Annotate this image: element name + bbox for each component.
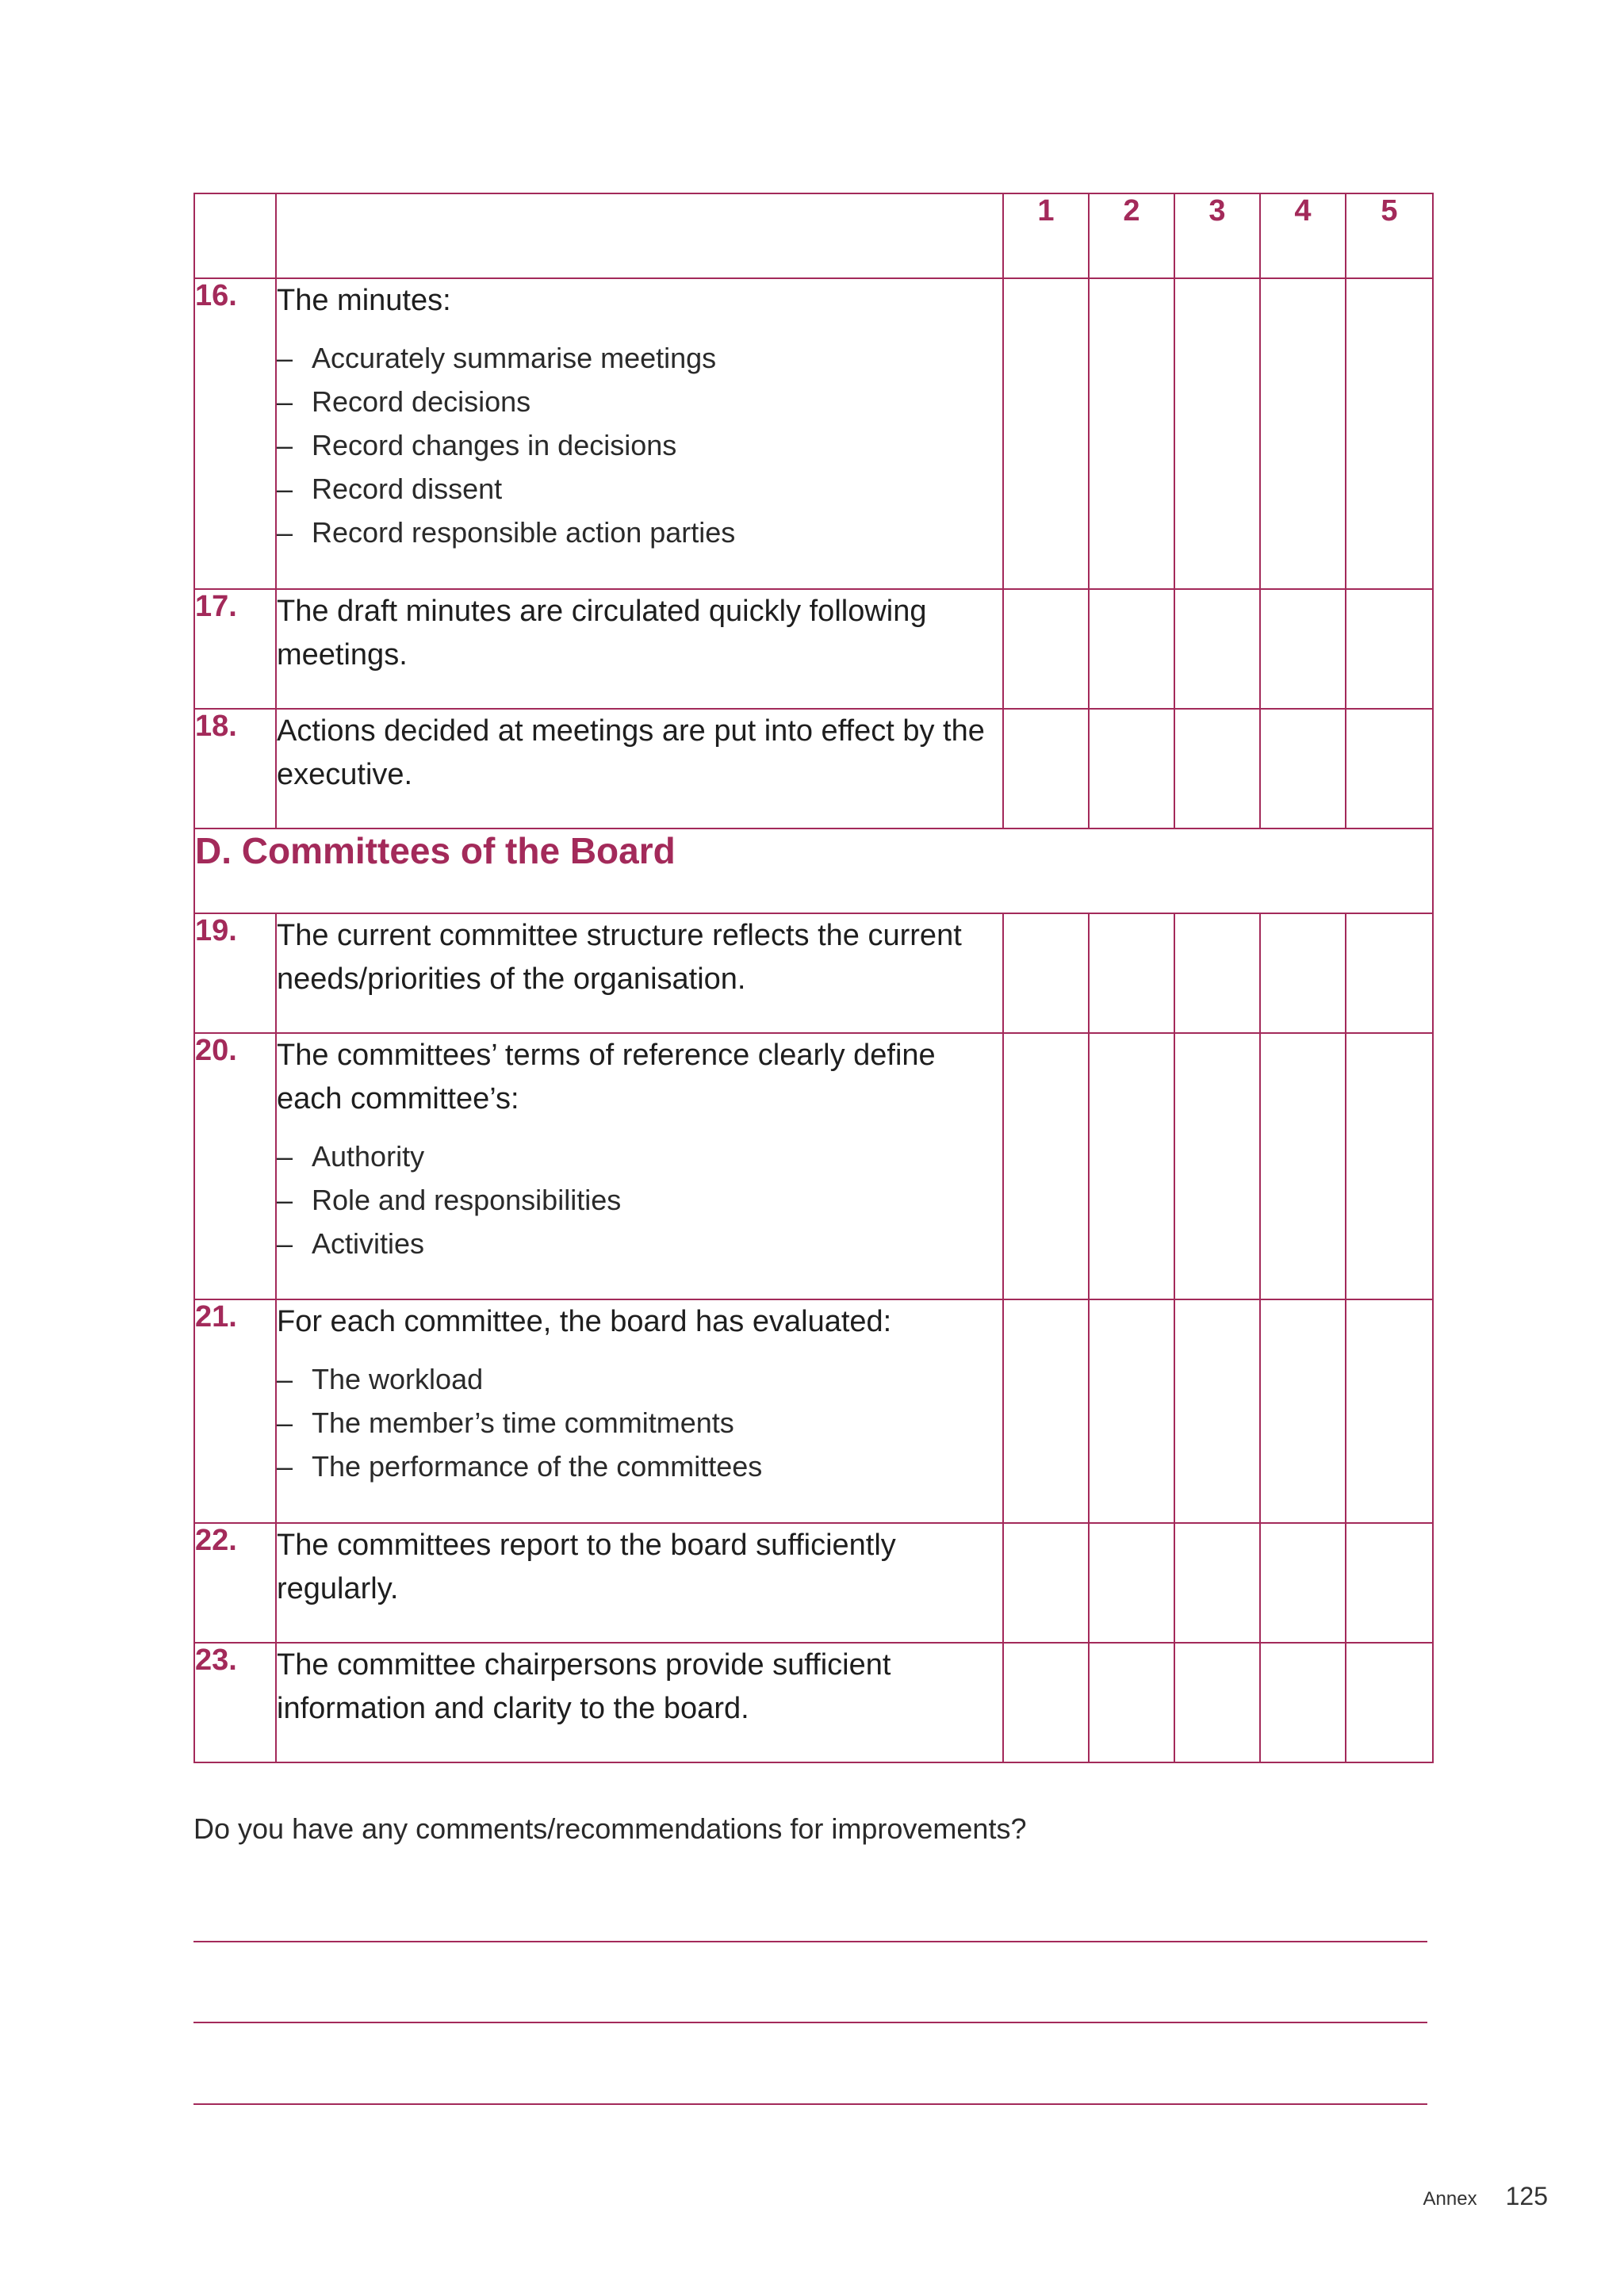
score-cell-3[interactable] [1174,1523,1260,1643]
score-header-2: 2 [1089,193,1174,278]
comment-answer-line-1[interactable] [193,1941,1427,1942]
statement-cell [276,1299,1003,1523]
list-item: – Role and responsibilities [277,1178,1002,1222]
statement-cell [276,278,1003,589]
table-row [194,1299,1433,1523]
score-cell-5[interactable] [1346,278,1433,589]
list-item: – Activities [277,1222,1002,1265]
statement-text: Actions decided at meetings are put into effect by the executive. [277,714,985,791]
score-header-1: 1 [1003,193,1089,278]
table-row [194,1033,1433,1299]
table-row [194,589,1433,709]
score-cell-1[interactable] [1003,913,1089,1033]
table-row [194,1643,1433,1762]
row-number: 16. [194,278,276,589]
statement-cell [276,1643,1003,1762]
bullet-list [277,336,1002,554]
score-cell-4[interactable] [1260,278,1346,589]
score-cell-5[interactable] [1346,1299,1433,1523]
statement-text: The current committee structure reflects the current needs/priorities of the organisation. [277,919,962,996]
score-cell-4[interactable] [1260,709,1346,828]
score-cell-4[interactable] [1260,1299,1346,1523]
score-header-5: 5 [1346,193,1433,278]
row-number: 17. [194,589,276,709]
score-cell-4[interactable] [1260,589,1346,709]
row-number: 19. [194,913,276,1033]
section-row [194,828,1433,913]
list-item: – Record changes in decisions [277,423,1002,467]
comment-answer-line-3[interactable] [193,2103,1427,2105]
score-cell-3[interactable] [1174,709,1260,828]
table-row [194,913,1433,1033]
statement-cell [276,589,1003,709]
score-cell-3[interactable] [1174,278,1260,589]
statement-cell [276,913,1003,1033]
statement-text: The committee chairpersons provide sufficient information and clarity to the board. [277,1648,891,1725]
row-number: 23. [194,1643,276,1762]
score-cell-1[interactable] [1003,1033,1089,1299]
score-cell-2[interactable] [1089,1299,1174,1523]
score-cell-2[interactable] [1089,1523,1174,1643]
list-item: – Record responsible action parties [277,511,1002,554]
score-cell-5[interactable] [1346,913,1433,1033]
statement-text: The minutes: [277,284,451,317]
score-cell-5[interactable] [1346,709,1433,828]
score-cell-3[interactable] [1174,589,1260,709]
score-cell-1[interactable] [1003,1299,1089,1523]
comments-question: Do you have any comments/recommendations for improvements? [193,1812,1027,1845]
row-number: 21. [194,1299,276,1523]
table-row [194,1523,1433,1643]
list-item: – Record dissent [277,467,1002,511]
statement-text: The draft minutes are circulated quickly following meetings. [277,595,927,672]
list-item: – Record decisions [277,380,1002,423]
score-cell-2[interactable] [1089,1643,1174,1762]
header-blank-num [194,193,276,278]
statement-cell [276,1523,1003,1643]
score-cell-1[interactable] [1003,589,1089,709]
score-cell-3[interactable] [1174,913,1260,1033]
page-number: 125 [1505,2182,1548,2210]
score-cell-3[interactable] [1174,1033,1260,1299]
score-cell-5[interactable] [1346,1033,1433,1299]
score-cell-4[interactable] [1260,913,1346,1033]
score-header-3: 3 [1174,193,1260,278]
table-row [194,709,1433,828]
score-cell-4[interactable] [1260,1523,1346,1643]
bullet-list [277,1135,1002,1265]
bullet-list [277,1357,1002,1488]
list-item: – The member’s time commitments [277,1401,1002,1445]
statement-text: The committees’ terms of reference clearly define each committee’s: [277,1039,936,1115]
score-cell-5[interactable] [1346,589,1433,709]
score-cell-4[interactable] [1260,1643,1346,1762]
score-cell-2[interactable] [1089,589,1174,709]
statement-text: For each committee, the board has evaluated: [277,1305,892,1338]
header-blank-statement [276,193,1003,278]
score-header-4: 4 [1260,193,1346,278]
score-cell-5[interactable] [1346,1643,1433,1762]
score-cell-1[interactable] [1003,1523,1089,1643]
section-heading: D. Committees of the Board [194,828,1433,913]
comment-answer-line-2[interactable] [193,2022,1427,2023]
table-row [194,278,1433,589]
footer-section-label: Annex [1423,2188,1477,2210]
score-cell-2[interactable] [1089,278,1174,589]
score-cell-2[interactable] [1089,913,1174,1033]
score-cell-5[interactable] [1346,1523,1433,1643]
list-item: – The performance of the committees [277,1445,1002,1488]
page-footer [1423,2182,1548,2211]
score-cell-2[interactable] [1089,709,1174,828]
row-number: 20. [194,1033,276,1299]
rating-table [193,193,1434,1763]
score-cell-3[interactable] [1174,1643,1260,1762]
score-cell-4[interactable] [1260,1033,1346,1299]
score-cell-1[interactable] [1003,278,1089,589]
statement-text: The committees report to the board sufficiently regularly. [277,1529,896,1605]
table-header-row [194,193,1433,278]
statement-cell [276,709,1003,828]
row-number: 18. [194,709,276,828]
list-item: – Accurately summarise meetings [277,336,1002,380]
row-number: 22. [194,1523,276,1643]
list-item: – Authority [277,1135,1002,1178]
score-cell-1[interactable] [1003,709,1089,828]
score-cell-3[interactable] [1174,1299,1260,1523]
list-item: – The workload [277,1357,1002,1401]
statement-cell [276,1033,1003,1299]
score-cell-2[interactable] [1089,1033,1174,1299]
score-cell-1[interactable] [1003,1643,1089,1762]
